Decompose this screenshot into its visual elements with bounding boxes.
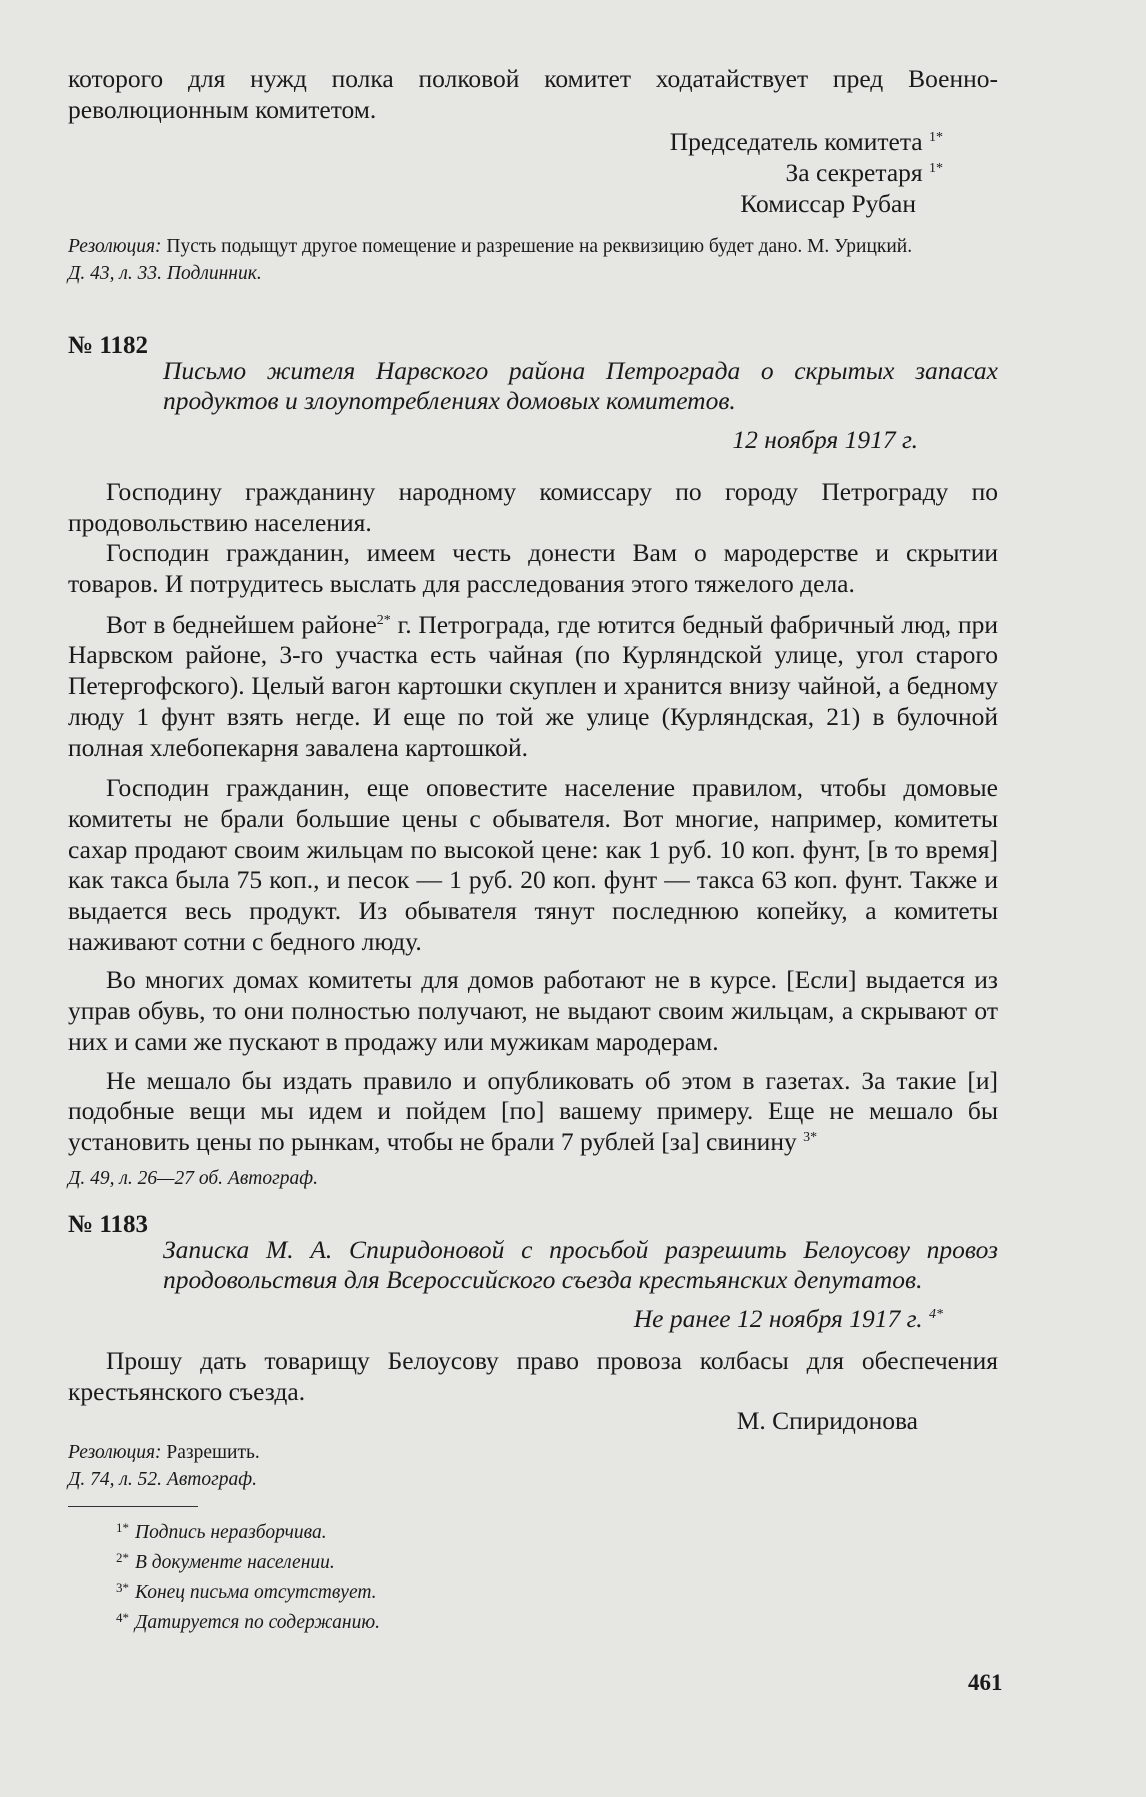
footnote-item: $^{2*}$ В документе населении. [116,1550,335,1574]
footnotes [68,1515,998,1635]
doc-1183-paragraph: Прошу дать товарищу Белоусову право провоза колбасы для обеспечения крестьянского съезда. [68,1346,998,1406]
footnote-divider [68,1506,198,1507]
doc-1182-body [68,477,998,1158]
doc-1182-paragraph: Господин гражданин, еще оповестите население правилом, чтобы домовые комитеты не брали большие цены с обывателя. Вот многие, например, комитеты сахар продают своим жильцам по высокой цене: как 1 руб. 10 коп. фунт, [в то время] как такса была 75 коп., и песок — 1 руб. 20 коп. фунт — такса 63 коп. фунт. Также и выдается весь продукт. Из обывателя тянут последнюю копейку, а комитеты наживают сотни с бедного люду. [68,773,998,956]
doc-1183-resolution: Резолюция: Разрешить. [68,1442,260,1464]
prev-doc-signatures [68,127,998,219]
doc-1182-paragraph: Не мешало бы издать правило и опубликовать об этом в газетах. За такие [и] подобные вещи мы идем и пойдем [по] вашему примеру. Еще не мешало бы установить цены по рынкам, чтобы не брали 7 рублей [за] свинину $^{3*}$ [68,1065,998,1156]
doc-1182-paragraph: Во многих домах комитеты для домов работают не в курсе. [Если] выдается из управ обувь, то они полностью получают, не выдают своим жильцам, а скрывают от них и сами же пускают в продажу или мужикам мародерам. [68,965,998,1056]
prev-doc-resolution: Резолюция: Пусть подыщут другое помещение и разрешение на реквизицию будет дано. М. Урицкий. [68,235,913,257]
doc-1183-signature: М. Спиридонова [736,1405,918,1435]
footnote-item: $^{3*}$ Конец письма отсутствует. [116,1580,377,1604]
doc-1182-paragraph: Господину гражданину народному комиссару по городу Петрограду по продовольствию населения. [68,476,998,537]
doc-1182-title: Письмо жителя Нарвского района Петрограда о скрытых запасах продуктов и злоупотреблениях домовых комитетов. [163,355,998,416]
signature-secretary: За секретаря $^{1*}$ [785,158,943,188]
page-content [68,64,998,1635]
doc-1182-paragraph: Вот в беднейшем районе$^{2*}$ г. Петрограда, где ютится бедный фабричный люд, при Нарвском районе, 3-го участка есть чайная (по Курляндской улице, угол старого Петергофского). Целый вагон картошки скуплен и хранится внизу чайной, а бедному люду 1 фунт взять негде. И еще по той же улице (Курляндская, 21) в булочной полная хлебопекарня завалена картошкой. [68,609,998,762]
doc-1183-date: Не ранее 12 ноября 1917 г. $^{4*}$ [633,1304,943,1334]
footnote-item: $^{1*}$ Подпись неразборчива. [116,1520,327,1544]
prev-doc-source: Д. 43, л. 33. Подлинник. [68,262,262,284]
doc-1183-number: № 1183 [68,1210,148,1238]
signature-chairman: Председатель комитета $^{1*}$ [669,127,943,157]
doc-1183-source: Д. 74, л. 52. Автограф. [68,1469,257,1491]
footnote-item: $^{4*}$ Датируется по содержанию. [116,1610,380,1634]
doc-1182-paragraph: Господин гражданин, имеем честь донести Вам о мародерстве и скрытии товаров. И потрудитесь выслать для расследования этого тяжелого дела. [68,538,998,599]
doc-1183-title: Записка М. А. Спиридоновой с просьбой разрешить Белоусову провоз продовольствия для Всероссийского съезда крестьянских депутатов. [163,1234,998,1295]
doc-1182-number: № 1182 [68,331,148,359]
prev-doc-continuation: которого для нужд полка полковой комитет ходатайствует пред Военно-революционным комитетом. [68,64,998,124]
doc-1182-date: 12 ноября 1917 г. [732,424,918,454]
doc-1182-source: Д. 49, л. 26—27 об. Автограф. [68,1167,318,1189]
page-number: 461 [968,1670,1003,1695]
signature-commissar: Комиссар Рубан [740,188,916,218]
